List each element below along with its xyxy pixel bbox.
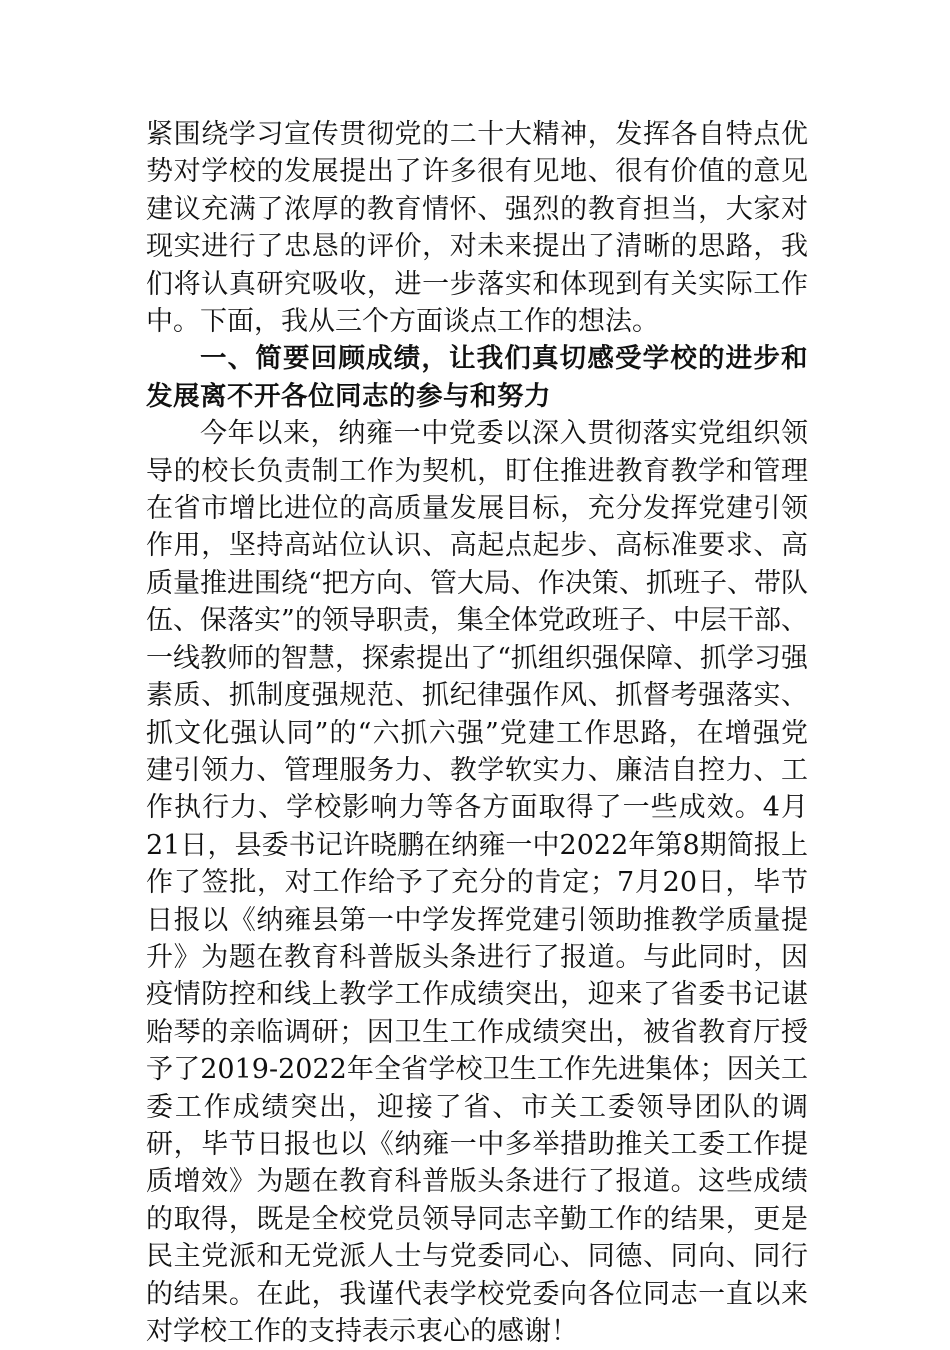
paragraph-intro: 紧围绕学习宣传贯彻党的二十大精神，发挥各自特点优势对学校的发展提出了许多很有见地、很有价值的意见建议充满了浓厚的教育情怀、强烈的教育担当，大家对现实进行了忠恳的评价，对未来提出了清晰的思路，我们将认真研究吸收，进一步落实和体现到有关实际工作中。下面，我从三个方面谈点工作的想法。 xyxy=(146,119,808,338)
document-body xyxy=(146,116,808,1350)
section-heading-one: 一、简要回顾成绩，让我们真切感受学校的进步和发展离不开各位同志的参与和努力 xyxy=(146,343,808,412)
paragraph-achievements: 今年以来，纳雍一中党委以深入贯彻落实党组织领导的校长负责制工作为契机，盯住推进教育教学和管理在省市增比进位的高质量发展目标，充分发挥党建引领作用，坚持高站位认识、高起点起步、高标准要求、高质量推进围绕“把方向、管大局、作决策、抓班子、带队伍、保落实”的领导职责，集全体党政班子、中层干部、一线教师的智慧，探索提出了“抓组织强保障、抓学习强素质、抓制度强规范、抓纪律强作风、抓督考强落实、抓文化强认同”的“六抓六强”党建工作思路，在增强党建引领力、管理服务力、教学软实力、廉洁自控力、工作执行力、学校影响力等各方面取得了一些成效。4月21日，县委书记许晓鹏在纳雍一中2022年第8期简报上作了签批，对工作给予了充分的肯定；7月20日，毕节日报以《纳雍县第一中学发挥党建引领助推教学质量提升》为题在教育科普版头条进行了报道。与此同时，因疫情防控和线上教学工作成绩突出，迎来了省委书记谌贻琴的亲临调研；因卫生工作成绩突出，被省教育厅授予了2019-2022年全省学校卫生工作先进集体；因关工委工作成绩突出，迎接了省、市关工委领导团队的调研，毕节日报也以《纳雍一中多举措助推关工委工作提质增效》为题在教育科普版头条进行了报道。这些成绩的取得，既是全校党员领导同志辛勤工作的结果，更是民主党派和无党派人士与党委同心、同德、同向、同行的结果。在此，我谨代表学校党委向各位同志一直以来对学校工作的支持表示衷心的感谢！ xyxy=(146,418,808,1347)
